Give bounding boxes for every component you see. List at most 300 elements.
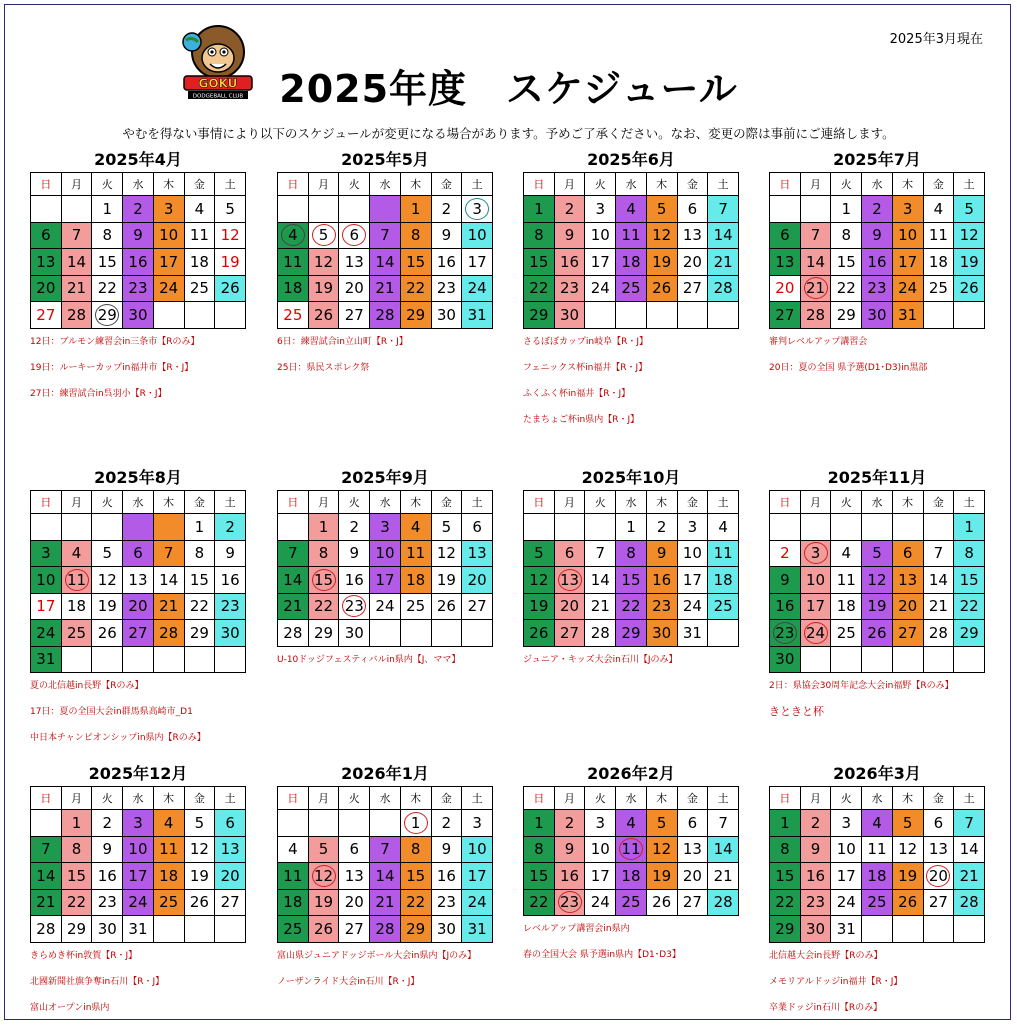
day-cell bbox=[585, 810, 616, 837]
day-number: 5 bbox=[194, 813, 205, 832]
week-row bbox=[278, 302, 493, 329]
day-number: 21 bbox=[283, 597, 303, 616]
day-cell bbox=[800, 196, 831, 223]
day-number: 28 bbox=[928, 623, 948, 642]
day-number: 7 bbox=[41, 840, 51, 859]
day-cell bbox=[462, 196, 493, 223]
day-number: 25 bbox=[867, 893, 887, 912]
day-number: 10 bbox=[590, 840, 610, 859]
weekday-header: 月 bbox=[800, 173, 831, 196]
event-list bbox=[30, 680, 246, 758]
day-cell bbox=[954, 514, 985, 541]
day-cell bbox=[646, 836, 677, 863]
month-table bbox=[769, 490, 985, 673]
event-item: 富山県ジュニアドッジボール大会in県内【Jのみ】 bbox=[277, 950, 477, 961]
day-number: 6 bbox=[902, 544, 913, 563]
day-cell bbox=[123, 249, 154, 276]
week-row bbox=[278, 540, 493, 567]
day-cell bbox=[770, 249, 801, 276]
day-number: 13 bbox=[682, 226, 702, 245]
week-row bbox=[770, 302, 985, 329]
day-cell bbox=[92, 275, 123, 302]
day-cell bbox=[215, 222, 246, 249]
day-cell bbox=[708, 889, 739, 916]
day-cell bbox=[278, 810, 309, 837]
day-cell bbox=[92, 249, 123, 276]
weekday-header: 金 bbox=[184, 787, 215, 810]
week-row bbox=[524, 196, 739, 223]
month-table bbox=[277, 786, 493, 943]
day-cell bbox=[770, 863, 801, 890]
day-cell bbox=[123, 540, 154, 567]
day-cell bbox=[184, 222, 215, 249]
day-cell bbox=[370, 275, 401, 302]
week-row bbox=[278, 916, 493, 943]
day-cell bbox=[770, 836, 801, 863]
day-cell bbox=[431, 889, 462, 916]
day-number: 16 bbox=[436, 252, 456, 271]
day-cell bbox=[308, 620, 339, 647]
day-number: 8 bbox=[780, 840, 790, 859]
day-number: 27 bbox=[344, 305, 364, 324]
day-number: 5 bbox=[318, 840, 329, 859]
day-cell bbox=[400, 275, 431, 302]
week-row bbox=[278, 567, 493, 594]
day-cell bbox=[770, 889, 801, 916]
day-cell bbox=[862, 540, 893, 567]
weekday-header: 木 bbox=[892, 173, 923, 196]
day-cell bbox=[308, 514, 339, 541]
day-cell bbox=[554, 620, 585, 647]
day-cell bbox=[431, 810, 462, 837]
day-number: 11 bbox=[621, 840, 641, 859]
weekday-header: 金 bbox=[431, 173, 462, 196]
weekday-header: 日 bbox=[770, 787, 801, 810]
week-row bbox=[770, 593, 985, 620]
month-calendar bbox=[30, 762, 246, 1028]
day-number: 10 bbox=[159, 226, 179, 245]
day-cell bbox=[585, 593, 616, 620]
day-cell bbox=[954, 889, 985, 916]
day-cell bbox=[677, 540, 708, 567]
day-number: 21 bbox=[159, 597, 179, 616]
day-cell bbox=[184, 302, 215, 329]
day-cell bbox=[153, 540, 184, 567]
week-row bbox=[278, 836, 493, 863]
day-number: 1 bbox=[410, 199, 421, 218]
day-number: 28 bbox=[806, 305, 826, 324]
day-number: 12 bbox=[436, 544, 456, 563]
day-cell bbox=[431, 275, 462, 302]
day-cell bbox=[184, 863, 215, 890]
day-cell bbox=[215, 889, 246, 916]
day-number: 25 bbox=[713, 597, 733, 616]
day-cell bbox=[954, 302, 985, 329]
day-number: 4 bbox=[872, 813, 882, 832]
week-row bbox=[524, 593, 739, 620]
day-number: 10 bbox=[806, 570, 826, 589]
day-number: 28 bbox=[375, 919, 395, 938]
month-table bbox=[30, 786, 246, 943]
day-number: 22 bbox=[836, 279, 856, 298]
day-cell bbox=[308, 810, 339, 837]
event-list bbox=[277, 654, 493, 680]
day-cell bbox=[554, 514, 585, 541]
day-cell bbox=[554, 810, 585, 837]
weekday-header: 木 bbox=[646, 491, 677, 514]
day-number: 18 bbox=[283, 279, 303, 298]
day-number: 4 bbox=[288, 226, 298, 245]
day-number: 10 bbox=[467, 226, 487, 245]
day-number: 22 bbox=[775, 893, 795, 912]
day-cell bbox=[370, 567, 401, 594]
day-cell bbox=[400, 302, 431, 329]
day-number: 30 bbox=[867, 305, 887, 324]
day-cell bbox=[92, 222, 123, 249]
day-number: 12 bbox=[867, 570, 887, 589]
day-cell bbox=[831, 222, 862, 249]
day-number: 9 bbox=[441, 226, 452, 245]
day-cell bbox=[954, 540, 985, 567]
day-number: 30 bbox=[560, 305, 580, 324]
day-cell bbox=[646, 302, 677, 329]
day-cell bbox=[892, 593, 923, 620]
day-number: 20 bbox=[220, 866, 240, 885]
day-number: 8 bbox=[410, 840, 421, 859]
day-number: 31 bbox=[467, 305, 487, 324]
day-number: 3 bbox=[902, 199, 913, 218]
day-cell bbox=[923, 810, 954, 837]
day-number: 25 bbox=[283, 305, 303, 324]
day-cell bbox=[585, 567, 616, 594]
day-cell bbox=[278, 916, 309, 943]
day-cell bbox=[892, 514, 923, 541]
day-cell bbox=[123, 916, 154, 943]
day-number: 17 bbox=[806, 597, 826, 616]
day-cell bbox=[954, 810, 985, 837]
day-cell bbox=[770, 620, 801, 647]
day-number: 26 bbox=[652, 279, 672, 298]
month-calendar bbox=[277, 466, 493, 680]
day-number: 13 bbox=[344, 866, 364, 885]
day-cell bbox=[923, 593, 954, 620]
day-cell bbox=[31, 810, 62, 837]
day-number: 7 bbox=[380, 840, 390, 859]
day-number: 11 bbox=[67, 570, 87, 589]
day-cell bbox=[123, 889, 154, 916]
day-cell bbox=[892, 889, 923, 916]
day-number: 13 bbox=[467, 544, 487, 563]
day-number: 29 bbox=[959, 623, 979, 642]
day-number: 17 bbox=[128, 866, 148, 885]
day-cell bbox=[646, 249, 677, 276]
day-cell bbox=[308, 249, 339, 276]
day-number: 10 bbox=[898, 226, 918, 245]
week-row bbox=[524, 620, 739, 647]
day-number: 10 bbox=[467, 840, 487, 859]
day-number: 14 bbox=[375, 252, 395, 271]
day-cell bbox=[153, 593, 184, 620]
day-number: 14 bbox=[590, 570, 610, 589]
weekday-header: 水 bbox=[862, 491, 893, 514]
month-table bbox=[523, 490, 739, 647]
day-cell bbox=[339, 196, 370, 223]
day-cell bbox=[400, 836, 431, 863]
day-cell bbox=[585, 540, 616, 567]
day-cell bbox=[708, 810, 739, 837]
week-row bbox=[278, 222, 493, 249]
day-number: 27 bbox=[775, 305, 795, 324]
day-cell bbox=[308, 916, 339, 943]
day-cell bbox=[800, 863, 831, 890]
day-number: 1 bbox=[534, 813, 544, 832]
day-cell bbox=[400, 196, 431, 223]
week-row bbox=[770, 275, 985, 302]
day-cell bbox=[677, 810, 708, 837]
day-number: 16 bbox=[867, 252, 887, 271]
day-cell bbox=[462, 275, 493, 302]
day-cell bbox=[92, 514, 123, 541]
day-cell bbox=[862, 889, 893, 916]
day-cell bbox=[215, 593, 246, 620]
day-number: 7 bbox=[595, 544, 606, 563]
day-cell bbox=[677, 836, 708, 863]
day-cell bbox=[708, 222, 739, 249]
event-item: 25日：県民スポレク祭 bbox=[277, 362, 370, 373]
day-cell bbox=[800, 646, 831, 673]
weekday-header: 日 bbox=[770, 173, 801, 196]
day-number: 28 bbox=[959, 893, 979, 912]
day-number: 22 bbox=[406, 893, 426, 912]
weekday-header: 木 bbox=[153, 491, 184, 514]
day-cell bbox=[153, 275, 184, 302]
day-number: 12 bbox=[529, 570, 549, 589]
day-number: 6 bbox=[472, 517, 482, 536]
day-cell bbox=[400, 567, 431, 594]
day-cell bbox=[616, 302, 647, 329]
day-cell bbox=[770, 810, 801, 837]
week-row bbox=[770, 863, 985, 890]
day-cell bbox=[923, 863, 954, 890]
day-cell bbox=[462, 620, 493, 647]
month-calendar bbox=[30, 466, 246, 758]
day-cell bbox=[524, 275, 555, 302]
event-item: U-10ドッジフェスティバルin県内【J、ママ】 bbox=[277, 654, 461, 665]
day-cell bbox=[646, 620, 677, 647]
weekday-header: 火 bbox=[92, 491, 123, 514]
day-cell bbox=[616, 593, 647, 620]
day-cell bbox=[554, 249, 585, 276]
day-number: 11 bbox=[928, 226, 948, 245]
day-cell bbox=[278, 275, 309, 302]
event-list bbox=[277, 950, 493, 1002]
day-cell bbox=[431, 836, 462, 863]
weekday-header: 月 bbox=[554, 787, 585, 810]
day-number: 1 bbox=[318, 517, 329, 536]
day-cell bbox=[831, 249, 862, 276]
day-cell bbox=[954, 836, 985, 863]
day-cell bbox=[92, 196, 123, 223]
event-item: 中日本チャンピオンシップin県内【Rのみ】 bbox=[30, 733, 206, 743]
day-number: 20 bbox=[775, 279, 795, 298]
event-item: 27日：練習試合in呉羽小【R・J】 bbox=[30, 388, 167, 399]
event-item: 19日：ルーキーカップin福井市【R・J】 bbox=[30, 362, 194, 373]
day-number: 2 bbox=[872, 199, 882, 218]
day-number: 1 bbox=[410, 813, 421, 832]
day-number: 20 bbox=[682, 866, 702, 885]
week-row bbox=[524, 836, 739, 863]
week-row bbox=[770, 620, 985, 647]
weekday-header: 火 bbox=[585, 491, 616, 514]
day-number: 4 bbox=[288, 840, 298, 859]
day-number: 15 bbox=[836, 252, 856, 271]
day-number: 10 bbox=[836, 840, 856, 859]
day-cell bbox=[770, 514, 801, 541]
day-cell bbox=[308, 567, 339, 594]
week-row bbox=[278, 249, 493, 276]
day-number: 26 bbox=[436, 597, 456, 616]
event-item: 春の全国大会 県予選in県内【D1･D3】 bbox=[523, 950, 681, 960]
week-row bbox=[31, 222, 246, 249]
day-cell bbox=[31, 836, 62, 863]
day-number: 24 bbox=[836, 893, 856, 912]
day-number: 31 bbox=[36, 650, 56, 669]
day-cell bbox=[61, 275, 92, 302]
day-cell bbox=[923, 916, 954, 943]
day-cell bbox=[153, 302, 184, 329]
day-number: 15 bbox=[529, 252, 549, 271]
day-number: 19 bbox=[898, 866, 918, 885]
day-cell bbox=[831, 863, 862, 890]
day-number: 16 bbox=[344, 570, 364, 589]
month-title: 2025年9月 bbox=[341, 468, 429, 487]
logo-text: GOKU bbox=[198, 76, 238, 91]
day-cell bbox=[800, 889, 831, 916]
event-item: ノーザンライド大会in石川【R・J】 bbox=[277, 976, 420, 987]
day-cell bbox=[862, 302, 893, 329]
day-number: 15 bbox=[314, 570, 334, 589]
day-number: 26 bbox=[97, 623, 117, 642]
weekday-header: 金 bbox=[677, 787, 708, 810]
day-number: 22 bbox=[621, 597, 641, 616]
day-cell bbox=[339, 249, 370, 276]
day-cell bbox=[462, 889, 493, 916]
day-cell bbox=[708, 620, 739, 647]
day-cell bbox=[646, 810, 677, 837]
day-cell bbox=[215, 540, 246, 567]
weekday-header: 月 bbox=[554, 491, 585, 514]
day-cell bbox=[677, 302, 708, 329]
day-cell bbox=[892, 916, 923, 943]
day-number: 24 bbox=[590, 893, 610, 912]
day-cell bbox=[123, 222, 154, 249]
weekday-header: 月 bbox=[61, 173, 92, 196]
day-number: 29 bbox=[836, 305, 856, 324]
day-cell bbox=[278, 514, 309, 541]
day-number: 31 bbox=[682, 623, 702, 642]
day-cell bbox=[339, 567, 370, 594]
week-row bbox=[770, 836, 985, 863]
weekday-header: 金 bbox=[431, 787, 462, 810]
day-cell bbox=[31, 567, 62, 594]
day-number: 16 bbox=[806, 866, 826, 885]
day-number: 18 bbox=[867, 866, 887, 885]
day-number: 4 bbox=[410, 517, 421, 536]
day-number: 16 bbox=[220, 570, 240, 589]
day-cell bbox=[61, 646, 92, 673]
day-cell bbox=[215, 863, 246, 890]
weekday-header: 土 bbox=[462, 173, 493, 196]
day-number: 23 bbox=[560, 893, 580, 912]
week-row bbox=[278, 863, 493, 890]
day-cell bbox=[123, 810, 154, 837]
day-cell bbox=[862, 249, 893, 276]
day-cell bbox=[431, 863, 462, 890]
day-number: 20 bbox=[682, 252, 702, 271]
event-item: 12日：ブルモン練習会in三条市【Rのみ】 bbox=[30, 336, 200, 347]
day-number: 31 bbox=[128, 919, 148, 938]
day-cell bbox=[462, 567, 493, 594]
day-number: 26 bbox=[898, 893, 918, 912]
day-cell bbox=[308, 275, 339, 302]
day-cell bbox=[215, 196, 246, 223]
day-number: 6 bbox=[41, 226, 51, 245]
day-number: 22 bbox=[67, 893, 87, 912]
day-number: 7 bbox=[163, 544, 174, 563]
weekday-header: 木 bbox=[400, 173, 431, 196]
day-number: 5 bbox=[225, 199, 235, 218]
week-row bbox=[524, 863, 739, 890]
day-cell bbox=[708, 514, 739, 541]
day-number: 22 bbox=[959, 597, 979, 616]
day-cell bbox=[31, 540, 62, 567]
weekday-header: 日 bbox=[770, 491, 801, 514]
day-cell bbox=[770, 646, 801, 673]
day-cell bbox=[862, 810, 893, 837]
month-title: 2025年12月 bbox=[88, 764, 188, 783]
day-number: 23 bbox=[652, 597, 672, 616]
day-number: 23 bbox=[775, 623, 795, 642]
day-cell bbox=[616, 540, 647, 567]
day-cell bbox=[554, 863, 585, 890]
day-cell bbox=[278, 836, 309, 863]
day-cell bbox=[370, 916, 401, 943]
day-cell bbox=[31, 916, 62, 943]
week-row bbox=[770, 249, 985, 276]
week-row bbox=[31, 863, 246, 890]
month-table bbox=[769, 172, 985, 329]
day-cell bbox=[370, 836, 401, 863]
day-cell bbox=[677, 514, 708, 541]
weekday-header: 金 bbox=[923, 787, 954, 810]
day-cell bbox=[339, 275, 370, 302]
weekday-header: 火 bbox=[585, 173, 616, 196]
day-number: 13 bbox=[928, 840, 948, 859]
week-row bbox=[31, 514, 246, 541]
day-number: 18 bbox=[836, 597, 856, 616]
day-cell bbox=[831, 514, 862, 541]
weekday-header: 木 bbox=[892, 491, 923, 514]
day-number: 25 bbox=[621, 279, 641, 298]
day-cell bbox=[800, 620, 831, 647]
day-number: 26 bbox=[529, 623, 549, 642]
day-number: 15 bbox=[529, 866, 549, 885]
day-number: 13 bbox=[775, 252, 795, 271]
day-cell bbox=[892, 620, 923, 647]
day-cell bbox=[585, 620, 616, 647]
day-cell bbox=[31, 889, 62, 916]
day-number: 1 bbox=[71, 813, 82, 832]
